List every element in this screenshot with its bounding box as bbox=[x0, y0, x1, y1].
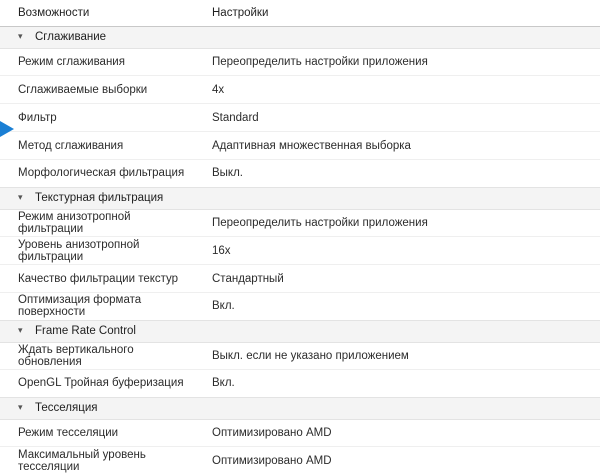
group-row[interactable] bbox=[0, 187, 600, 209]
setting-name: Максимальный уровень тесселяции bbox=[18, 448, 146, 473]
table-row[interactable] bbox=[0, 76, 600, 103]
setting-name: OpenGL Тройная буферизация bbox=[18, 377, 184, 390]
setting-name: Фильтр bbox=[18, 111, 57, 124]
setting-name: Метод сглаживания bbox=[18, 139, 124, 152]
setting-value[interactable]: Оптимизировано AMD bbox=[212, 426, 332, 439]
setting-name: Режим тесселяции bbox=[18, 426, 119, 439]
setting-value[interactable]: Переопределить настройки приложения bbox=[212, 216, 428, 229]
setting-name: Режим сглаживания bbox=[18, 55, 125, 68]
table-row[interactable] bbox=[0, 447, 600, 474]
chevron-down-icon[interactable]: ▾ bbox=[18, 192, 23, 202]
chevron-down-icon[interactable]: ▾ bbox=[18, 402, 23, 412]
setting-value[interactable]: Оптимизировано AMD bbox=[212, 454, 332, 467]
chevron-down-icon[interactable]: ▾ bbox=[18, 325, 23, 335]
table-row[interactable] bbox=[0, 104, 600, 131]
setting-value[interactable]: Вкл. bbox=[212, 300, 235, 313]
table-row[interactable] bbox=[0, 160, 600, 187]
setting-value[interactable]: Вкл. bbox=[212, 377, 235, 390]
group-row[interactable] bbox=[0, 320, 600, 342]
group-label: Сглаживание bbox=[35, 31, 107, 43]
setting-name: Морфологическая фильтрация bbox=[18, 167, 185, 180]
table-row[interactable] bbox=[0, 48, 600, 75]
table-body bbox=[0, 26, 600, 474]
table-row[interactable] bbox=[0, 342, 600, 369]
group-header-cell[interactable] bbox=[0, 187, 600, 209]
setting-name: Ждать вертикального обновления bbox=[18, 343, 134, 368]
table-row[interactable] bbox=[0, 209, 600, 236]
setting-value[interactable]: Адаптивная множественная выборка bbox=[212, 139, 411, 152]
table-header bbox=[0, 0, 600, 26]
setting-value[interactable]: Выкл. bbox=[212, 167, 244, 180]
table-header-row bbox=[0, 0, 600, 26]
group-label: Текстурная фильтрация bbox=[35, 192, 164, 204]
group-row[interactable] bbox=[0, 397, 600, 419]
group-header-cell[interactable] bbox=[0, 320, 600, 342]
table-row[interactable] bbox=[0, 293, 600, 320]
setting-value[interactable]: Стандартный bbox=[212, 272, 284, 285]
column-header-settings[interactable]: Настройки bbox=[212, 6, 269, 19]
table-row[interactable] bbox=[0, 237, 600, 264]
table-row[interactable] bbox=[0, 132, 600, 159]
setting-name: Уровень анизотропной фильтрации bbox=[18, 238, 140, 263]
table-row[interactable] bbox=[0, 419, 600, 446]
row-pointer-tail-icon bbox=[0, 126, 4, 132]
setting-value[interactable]: Standard bbox=[212, 111, 259, 124]
group-label: Frame Rate Control bbox=[35, 325, 136, 337]
table-row[interactable] bbox=[0, 370, 600, 397]
setting-value[interactable]: 16x bbox=[212, 244, 231, 257]
table-row[interactable] bbox=[0, 265, 600, 292]
group-label: Тесселяция bbox=[35, 402, 98, 414]
group-header-cell[interactable] bbox=[0, 26, 600, 48]
setting-name: Сглаживаемые выборки bbox=[18, 83, 148, 96]
chevron-down-icon[interactable]: ▾ bbox=[18, 31, 23, 41]
setting-value[interactable]: Выкл. если не указано приложением bbox=[212, 349, 409, 362]
column-header-features[interactable]: Возможности bbox=[18, 6, 90, 19]
setting-name: Оптимизация формата поверхности bbox=[18, 294, 142, 319]
setting-name: Качество фильтрации текстур bbox=[18, 272, 179, 285]
setting-value[interactable]: 4x bbox=[212, 83, 225, 96]
setting-value[interactable]: Переопределить настройки приложения bbox=[212, 55, 428, 68]
group-header-cell[interactable] bbox=[0, 397, 600, 419]
group-row[interactable] bbox=[0, 26, 600, 48]
setting-name: Режим анизотропной фильтрации bbox=[18, 210, 131, 235]
